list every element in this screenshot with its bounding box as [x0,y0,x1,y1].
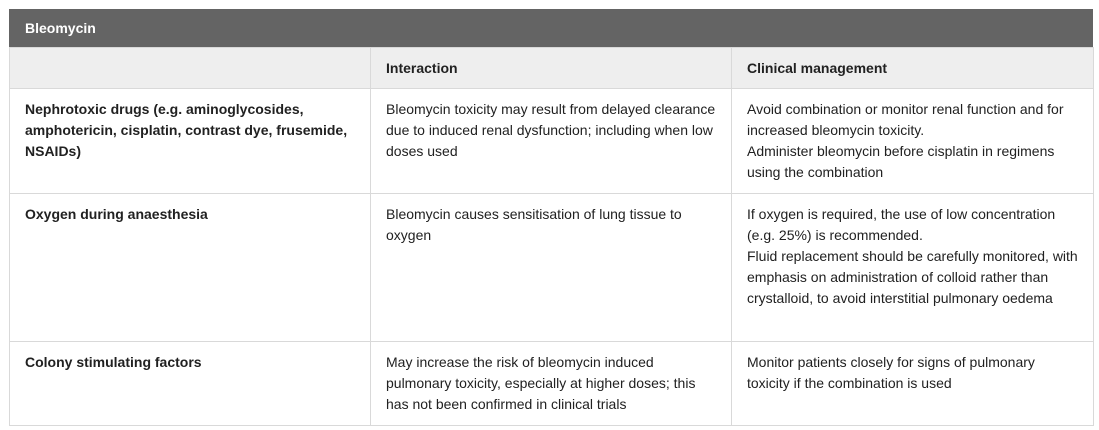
header-row [10,48,1094,89]
management-line: Avoid combination or monitor renal function and for increased bleomycin toxicity. [747,101,1064,138]
management-line: Administer bleomycin before cisplatin in regimens using the combination [747,143,1055,180]
interaction-cell: Bleomycin toxicity may result from delayed clearance due to induced renal dysfunction; including when low doses used [371,89,732,194]
management-cell [732,194,1094,342]
management-line: Monitor patients closely for signs of pulmonary toxicity if the combination is used [747,354,1035,391]
table-row [10,194,1094,342]
table-row [10,89,1094,194]
drug-cell: Oxygen during anaesthesia [10,194,371,342]
drug-cell: Nephrotoxic drugs (e.g. aminoglycosides, amphotericin, cisplatin, contrast dye, frusemide, NSAIDs) [10,89,371,194]
management-line: Fluid replacement should be carefully monitored, with emphasis on administration of colloid rather than crystalloid, to avoid interstitial pulmonary oedema [747,248,1078,306]
table-row [10,342,1094,426]
management-line: If oxygen is required, the use of low concentration (e.g. 25%) is recommended. [747,206,1056,243]
management-cell [732,342,1094,426]
management-cell [732,89,1094,194]
interaction-cell: Bleomycin causes sensitisation of lung tissue to oxygen [371,194,732,342]
interaction-cell: May increase the risk of bleomycin induced pulmonary toxicity, especially at higher doses; this has not been confirmed in clinical trials [371,342,732,426]
drug-cell: Colony stimulating factors [10,342,371,426]
header-interaction: Interaction [371,48,732,89]
interaction-table-card [9,9,1093,426]
interaction-table [9,47,1094,426]
table-title: Bleomycin [9,9,1093,47]
header-management: Clinical management [732,48,1094,89]
header-drug [10,48,371,89]
